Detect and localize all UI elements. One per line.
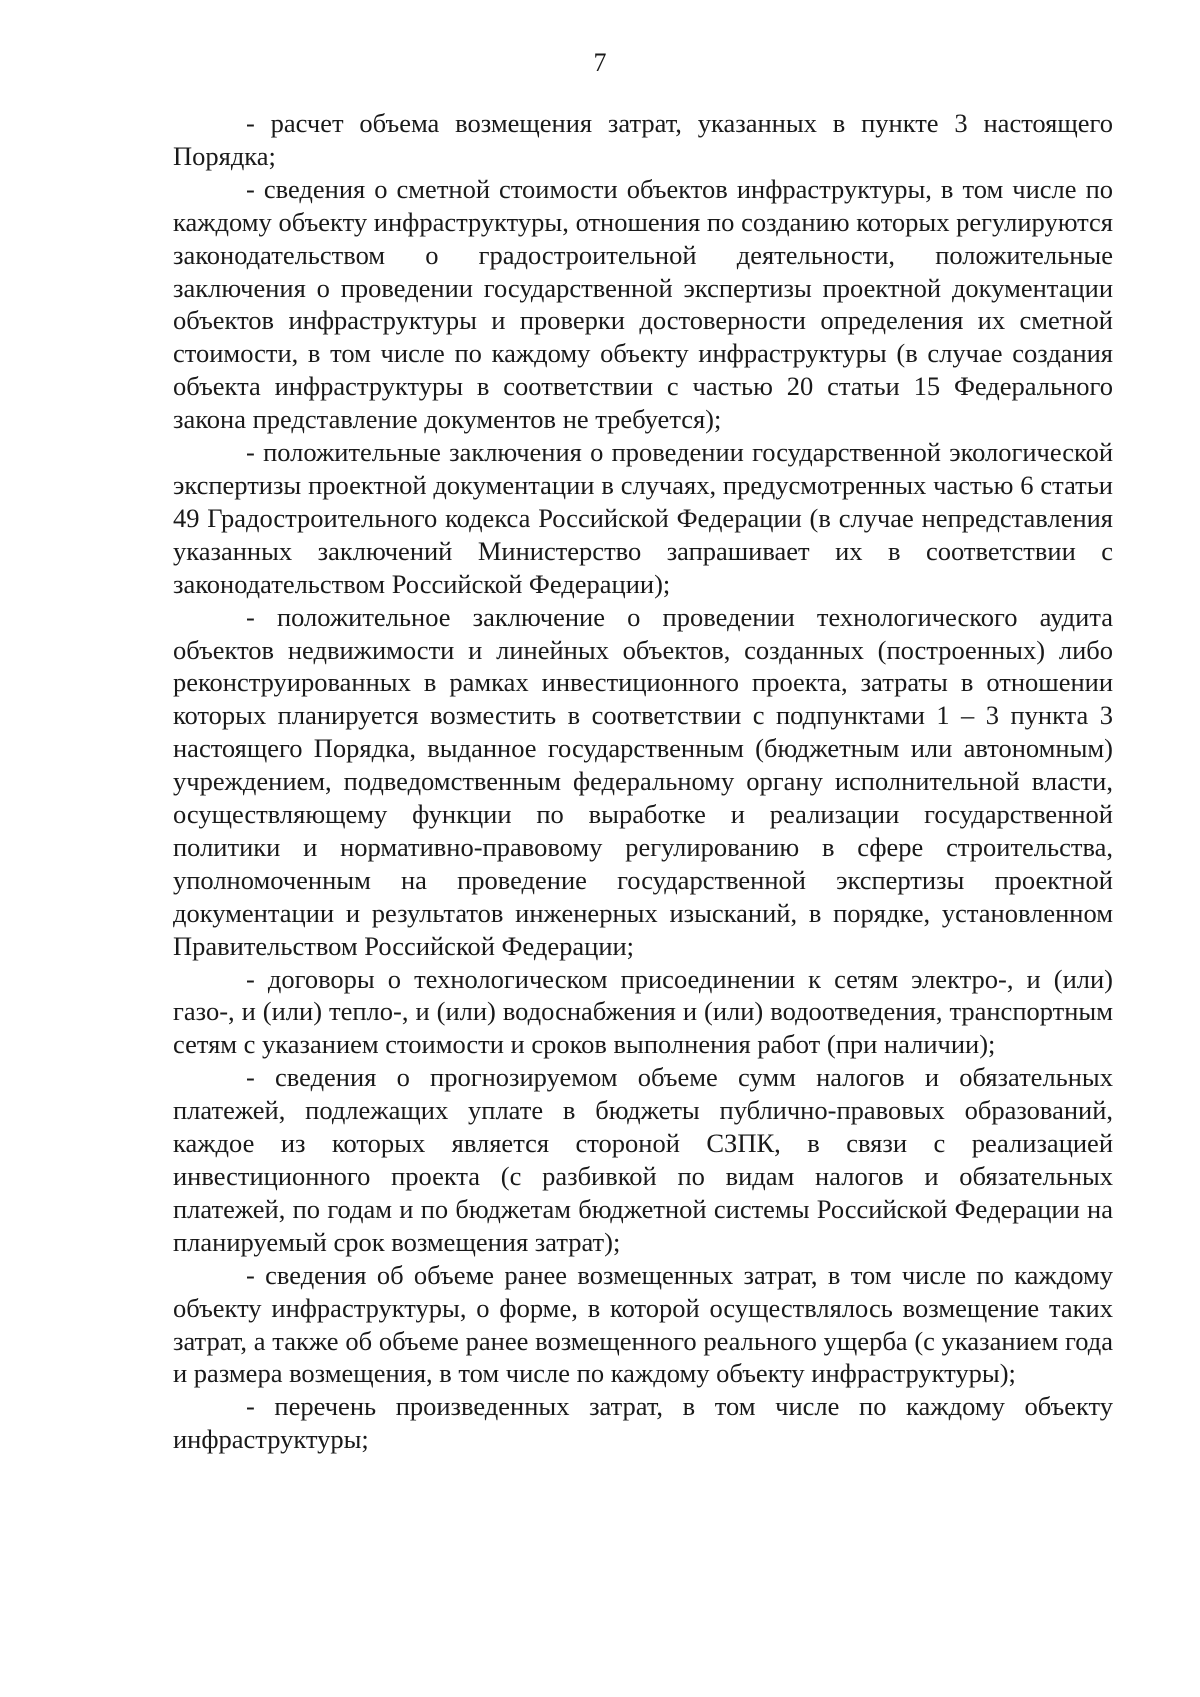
paragraph-connection-contracts: - договоры о технологическом присоединении к сетям электро-, и (или) газо-, и (или) тепло-, и (или) водоснабжения и (или) водоотведения, транспортным сетям с указанием стоимости и сроков выполнения работ (при наличии); bbox=[173, 963, 1113, 1060]
paragraph-previous-reimbursements: - сведения об объеме ранее возмещенных затрат, в том числе по каждому объекту инфраструктуры, о форме, в которой осуществлялось возмещение таких затрат, а также об объеме ранее возмещенного реального ущерба (с указанием года и размера возмещения, в том числе по каждому объекту инфраструктуры); bbox=[173, 1259, 1113, 1389]
paragraph-technological-audit: - положительное заключение о проведении технологического аудита объектов недвижимости и линейных объектов, созданных (построенных) либо реконструированных в рамках инвестиционного проекта, затраты в отношении которых планируется возместить в соответствии с подпунктами 1 – 3 пункта 3 настоящего Порядка, выданное государственным (бюджетным или автономным) учреждением, подведомственным федеральному органу исполнительной власти, осуществляющему функции по выработке и реализации государственной политики и нормативно-правовому регулированию в сфере строительства, уполномоченным на проведение государственной экспертизы проектной документации и результатов инженерных изысканий, в порядке, установленном Правительством Российской Федерации; bbox=[173, 601, 1113, 961]
paragraph-ecological-expertise: - положительные заключения о проведении государственной экологической экспертизы проектной документации в случаях, предусмотренных частью 6 статьи 49 Градостроительного кодекса Российской Федерации (в случае непредставления указанных заключений Министерство запрашивает их в соответствии с законодательством Российской Федерации); bbox=[173, 437, 1113, 599]
document-body bbox=[173, 107, 1113, 1456]
page-number: 7 bbox=[593, 48, 607, 77]
paragraph-cost-calculation: - расчет объема возмещения затрат, указанных в пункте 3 настоящего Порядка; bbox=[173, 108, 1113, 171]
paragraph-estimated-cost: - сведения о сметной стоимости объектов инфраструктуры, в том числе по каждому объекту инфраструктуры, отношения по созданию которых регулируются законодательством о градостроительной деятельности, положительные заключения о проведении государственной экспертизы проектной документации объектов инфраструктуры и проверки достоверности определения их сметной стоимости, в том числе по каждому объекту инфраструктуры (в случае создания объекта инфраструктуры в соответствии с частью 20 статьи 15 Федерального закона представление документов не требуется); bbox=[173, 173, 1113, 435]
paragraph-expense-list: - перечень произведенных затрат, в том числе по каждому объекту инфраструктуры; bbox=[173, 1391, 1113, 1455]
paragraph-tax-forecast: - сведения о прогнозируемом объеме сумм налогов и обязательных платежей, подлежащих уплате в бюджеты публично-правовых образований, каждое из которых является стороной СЗПК, в связи с реализацией инвестиционного проекта (с разбивкой по видам налогов и обязательных платежей, по годам и по бюджетам бюджетной системы Российской Федерации на планируемый срок возмещения затрат); bbox=[173, 1062, 1113, 1257]
